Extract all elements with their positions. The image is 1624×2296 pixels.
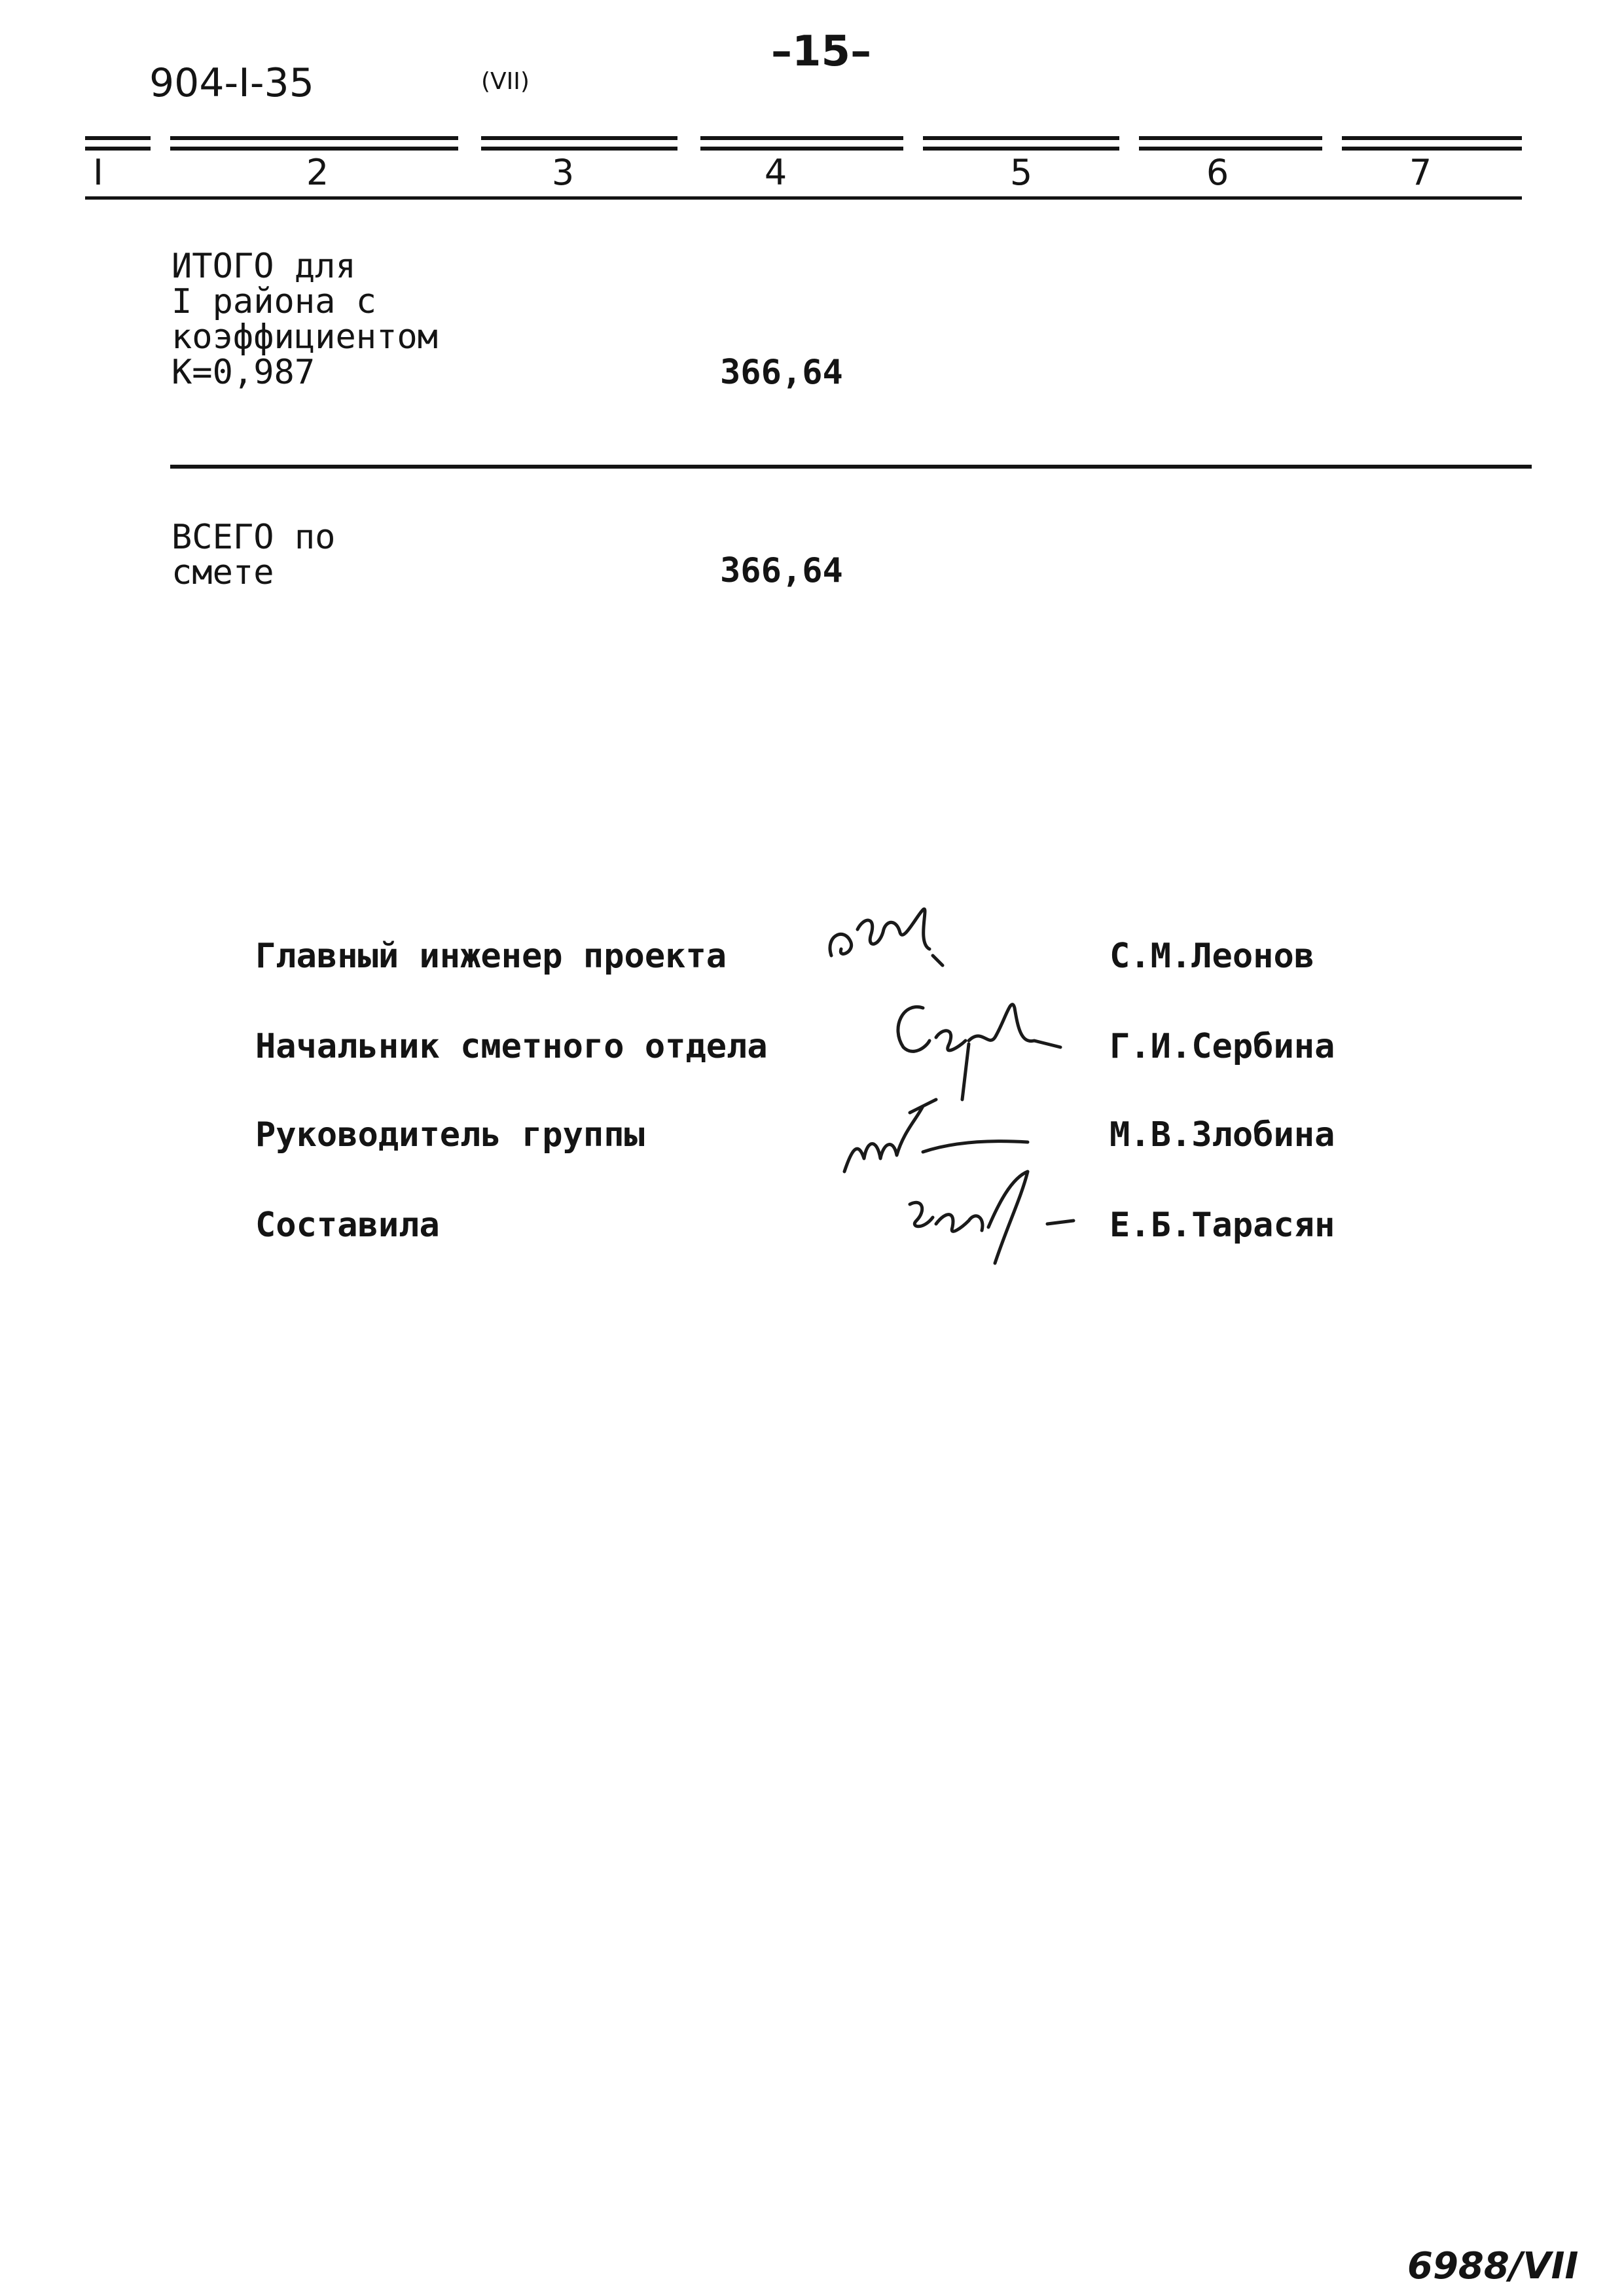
total-value: 366,64 [720,353,843,392]
column-number-2: 2 [306,152,329,193]
column-number-1: I [93,152,103,193]
signatory-title: Руководитель группы [255,1115,645,1155]
grand-total-label-line: смете [171,553,274,592]
total-label-line: К=0,987 [171,353,316,392]
signature-chief-engineer [818,890,988,982]
signatory-title: Начальник сметного отдела [255,1027,768,1066]
grand-total-label-line: ВСЕГО по [171,518,336,557]
total-label-line: коэффициентом [171,317,438,357]
signatory-name: С.М.Леонов [1110,937,1315,976]
total-label-line: ИТОГО для [171,247,356,286]
grand-total-value: 366,64 [720,551,843,590]
signatory-title: Составила [255,1206,440,1245]
signatory-name: Г.И.Сербина [1110,1027,1335,1066]
signatory-name: Е.Б.Тарасян [1110,1206,1335,1245]
column-number-3: 3 [551,152,575,193]
issue-mark: (VII) [481,68,530,95]
header-underline [85,196,1522,200]
signatory-name: М.В.Злобина [1110,1115,1335,1155]
total-label-line: I района с [171,282,377,321]
column-number-7: 7 [1409,152,1432,193]
column-number-4: 4 [764,152,787,193]
column-number-6: 6 [1206,152,1229,193]
totals-divider [170,465,1532,469]
archive-mark: 6988/VII [1407,2245,1579,2287]
signatory-title: Главный инженер проекта [255,937,727,976]
column-number-5: 5 [1009,152,1033,193]
signature-compiler [897,1165,1093,1276]
page-number: –15– [771,27,872,76]
document-code: 904-I-35 [149,60,314,106]
